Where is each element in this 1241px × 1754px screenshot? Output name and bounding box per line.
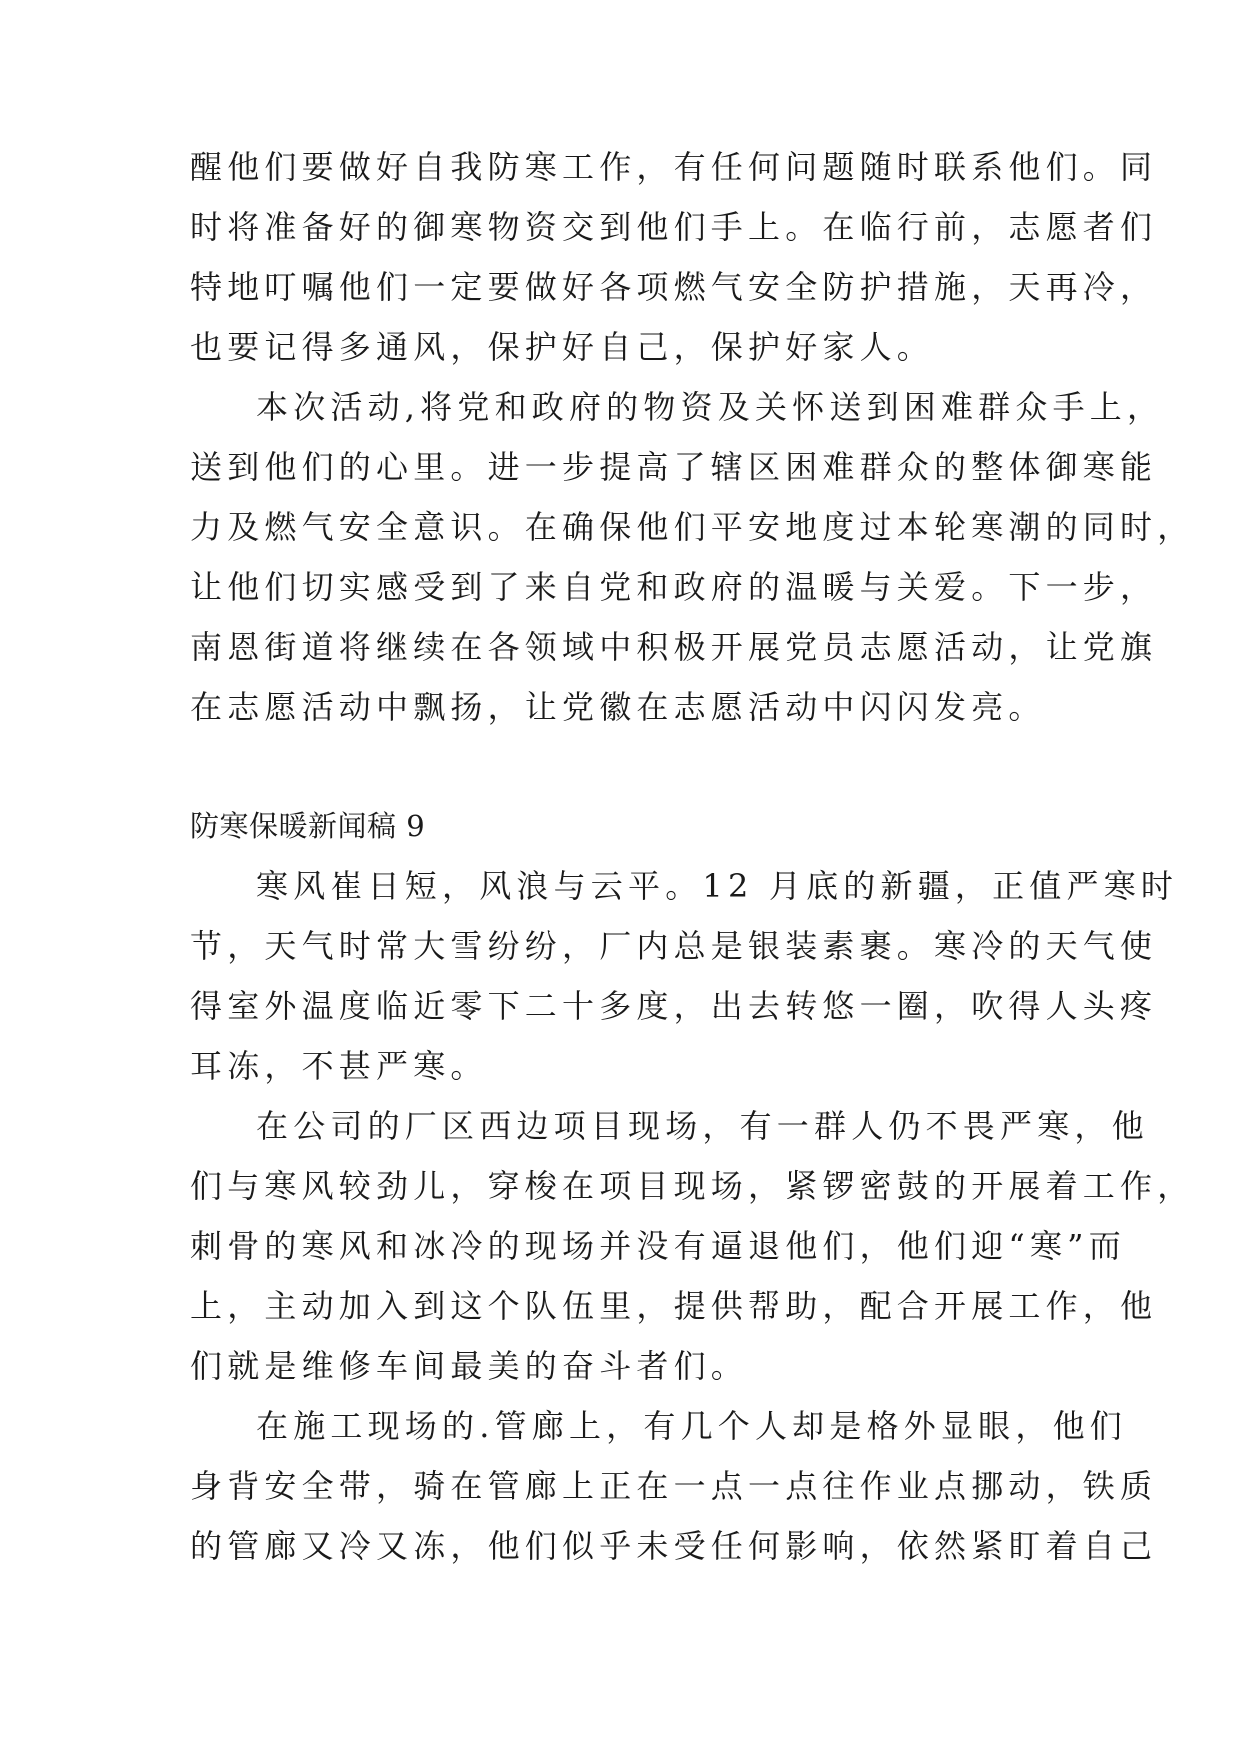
- text-line: 耳冻，不甚严寒。: [190, 1047, 488, 1085]
- text-line: 时将准备好的御寒物资交到他们手上。在临行前，志愿者们: [190, 208, 1158, 246]
- text-line: 身背安全带，骑在管廊上正在一点一点往作业点挪动，铁质: [190, 1467, 1158, 1505]
- paragraph-3: [190, 856, 1179, 1096]
- text-line: 让他们切实感受到了来自党和政府的温暖与关爱。下一步，: [190, 568, 1158, 606]
- text-line: 的管廊又冷又冻，他们似乎未受任何影响，依然紧盯着自己: [190, 1527, 1158, 1565]
- text-line: 们就是维修车间最美的奋斗者们。: [190, 1347, 749, 1385]
- text-line: 节，天气时常大雪纷纷，厂内总是银装素裹。寒冷的天气使: [190, 927, 1158, 965]
- text-line: 本次活动,将党和政府的物资及关怀送到困难群众手上，: [256, 388, 1165, 426]
- text-line: 刺骨的寒风和冰冷的现场并没有逼退他们，他们迎“寒”而: [190, 1227, 1126, 1265]
- text-line: 们与寒风较劲儿，穿梭在项目现场，紧锣密鼓的开展着工作，: [190, 1167, 1195, 1205]
- text-body-bottom: [190, 796, 1195, 1576]
- paragraph-4: [190, 1096, 1195, 1396]
- text-line: 送到他们的心里。进一步提高了辖区困难群众的整体御寒能: [190, 448, 1158, 486]
- text-line: 上，主动加入到这个队伍里，提供帮助，配合开展工作，他: [190, 1287, 1158, 1325]
- text-line: 南恩街道将继续在各领域中积极开展党员志愿活动，让党旗: [190, 628, 1158, 666]
- text-line: 得室外温度临近零下二十多度，出去转悠一圈，吹得人头疼: [190, 987, 1158, 1025]
- paragraph-5: [190, 1396, 1158, 1576]
- text-line: 在志愿活动中飘扬，让党徽在志愿活动中闪闪发亮。: [190, 688, 1046, 726]
- text-line: 寒风崔日短，风浪与云平。12 月底的新疆，正值严寒时: [256, 867, 1179, 905]
- text-line: 也要记得多通风，保护好自己，保护好家人。: [190, 328, 935, 366]
- text-line: 醒他们要做好自我防寒工作，有任何问题随时联系他们。同: [190, 148, 1158, 186]
- paragraph-2: [190, 377, 1195, 737]
- text-line: 力及燃气安全意识。在确保他们平安地度过本轮寒潮的同时，: [190, 508, 1195, 546]
- text-line: 在施工现场的.管廊上，有几个人却是格外显眼，他们: [256, 1407, 1127, 1445]
- text-line: 在公司的厂区西边项目现场，有一群人仍不畏严寒，他: [256, 1107, 1149, 1145]
- section-heading: 防寒保暖新闻稿 9: [190, 809, 426, 843]
- paragraph-1: [190, 137, 1158, 377]
- text-line: 特地叮嘱他们一定要做好各项燃气安全防护措施，天再冷，: [190, 268, 1158, 306]
- text-body-top: [190, 137, 1195, 737]
